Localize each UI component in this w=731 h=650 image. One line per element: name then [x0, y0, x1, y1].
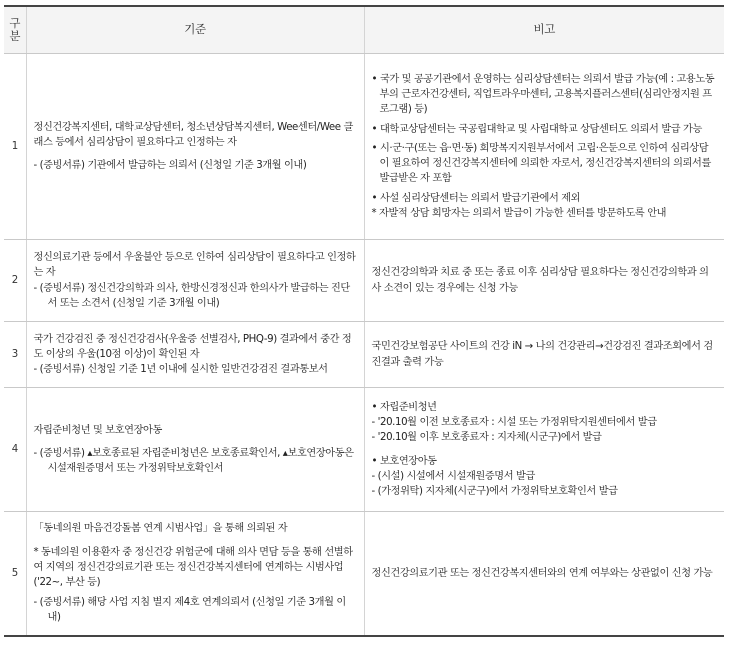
- remark-item: - '20.10월 이전 보호종료자 : 시설 또는 가정위탁지원센터에서 발급: [371, 416, 657, 428]
- criteria-cell: [26, 388, 364, 512]
- row-number: 4: [4, 388, 26, 512]
- evidence-text: - (증빙서류) 기관에서 발급하는 의뢰서 (신청일 기준 3개월 이내): [33, 160, 307, 172]
- remark-text: 국민건강보험공단 사이트의 건강 iN → 나의 건강관리→건강검진 결과조회에서 검진결과 출력 가능: [371, 341, 713, 368]
- remarks-cell: [364, 322, 724, 388]
- header-remarks: 비고: [364, 6, 724, 54]
- header-criteria: 기준: [26, 6, 364, 54]
- remark-text: 정신건강의학과 치료 중 또는 종료 이후 심리상담 필요하다는 정신건강의학과 의사 소견이 있는 경우에는 신청 가능: [371, 267, 709, 294]
- header-category: [4, 6, 26, 54]
- remark-item: • 시·군·구(또는 읍·면·동) 희망복지지원부서에서 고립·은둔으로 인하여 심리상담이 필요하여 정신건강복지센터에 의뢰한 자로서, 정신건강복지센터의 의뢰서를 발급받은 자 포함: [371, 142, 711, 185]
- table-row: [4, 388, 724, 512]
- remarks-cell: [364, 512, 724, 636]
- criteria-text: 정신의료기관 등에서 우울불안 등으로 인하여 심리상담이 필요하다고 인정하는 자: [33, 251, 356, 279]
- table-row: [4, 240, 724, 322]
- table-row: [4, 54, 724, 240]
- eligibility-table-container: [4, 5, 724, 637]
- evidence-text: - (증빙서류) ▴보호종료된 자립준비청년은 보호종료확인서, ▴보호연장아동은 시설재원증명서 또는 가정위탁보호확인서: [33, 447, 354, 475]
- criteria-note: * 동네의원 이용환자 중 정신건강 위험군에 대해 의사 면담 등을 통해 선별하여 지역의 정신건강의료기관 또는 정신건강복지센터에 연계하는 시범사업('22~, 부산 등): [33, 546, 353, 589]
- criteria-cell: [26, 54, 364, 240]
- remark-group-title: • 자립준비청년: [371, 401, 437, 413]
- evidence-text: - (증빙서류) 정신건강의학과 의사, 한방신경정신과 한의사가 발급하는 진단서 또는 소견서 (신청일 기준 3개월 이내): [33, 282, 350, 309]
- remark-text: 정신건강의료기관 또는 정신건강복지센터와의 연계 여부와는 상관없이 신청 가능: [371, 567, 713, 579]
- remark-item: • 국가 및 공공기관에서 운영하는 심리상담센터는 의뢰서 발급 가능(예 : 고용노동부의 근로자건강센터, 직업트라우마센터, 고용복지플러스센터(심리안정지원 프로그램) 등): [371, 73, 715, 116]
- evidence-text: - (증빙서류) 신청일 기준 1년 이내에 실시한 일반건강검진 결과통보서: [33, 364, 328, 376]
- remark-item: - (가정위탁) 지자체(시군구)에서 가정위탁보호확인서 발급: [371, 486, 618, 498]
- criteria-cell: [26, 240, 364, 322]
- evidence-text: - (증빙서류) 해당 사업 지침 별지 제4호 연계의뢰서 (신청일 기준 3개월 이내): [33, 596, 346, 623]
- remarks-cell: [364, 388, 724, 512]
- row-number: 1: [4, 54, 26, 240]
- table-header-row: [4, 6, 724, 54]
- row-number: 2: [4, 240, 26, 322]
- eligibility-table: [4, 5, 724, 637]
- row-number: 3: [4, 322, 26, 388]
- criteria-cell: [26, 322, 364, 388]
- criteria-text: 국가 건강검진 중 정신건강검사(우울증 선별검사, PHQ-9) 결과에서 중간 정도 이상의 우울(10점 이상)이 확인된 자: [33, 333, 352, 360]
- remark-item: • 사설 심리상담센터는 의뢰서 발급기관에서 제외: [371, 192, 581, 204]
- remarks-cell: [364, 240, 724, 322]
- remark-note: * 자발적 상담 희망자는 의뢰서 발급이 가능한 센터를 방문하도록 안내: [371, 208, 667, 220]
- remark-item: - (시설) 시설에서 시설재원증명서 발급: [371, 470, 535, 482]
- criteria-text: 정신건강복지센터, 대학교상담센터, 청소년상담복지센터, Wee센터/Wee 클래스 등에서 심리상담이 필요하다고 인정하는 자: [33, 121, 353, 148]
- criteria-text: 자립준비청년 및 보호연장아동: [33, 424, 162, 436]
- remark-item: - '20.10월 이후 보호종료자 : 지자체(시군구)에서 발급: [371, 432, 602, 444]
- criteria-text: 「동네의원 마음건강돌봄 연계 시범사업」을 통해 의뢰된 자: [33, 523, 288, 535]
- row-number: 5: [4, 512, 26, 636]
- table-row: [4, 322, 724, 388]
- remark-item: • 대학교상담센터는 국공립대학교 및 사립대학교 상담센터도 의뢰서 발급 가능: [371, 123, 702, 135]
- table-row: [4, 512, 724, 636]
- remarks-cell: [364, 54, 724, 240]
- header-category-label: 구분: [9, 15, 21, 43]
- criteria-cell: [26, 512, 364, 636]
- remark-group-title: • 보호연장아동: [371, 455, 437, 467]
